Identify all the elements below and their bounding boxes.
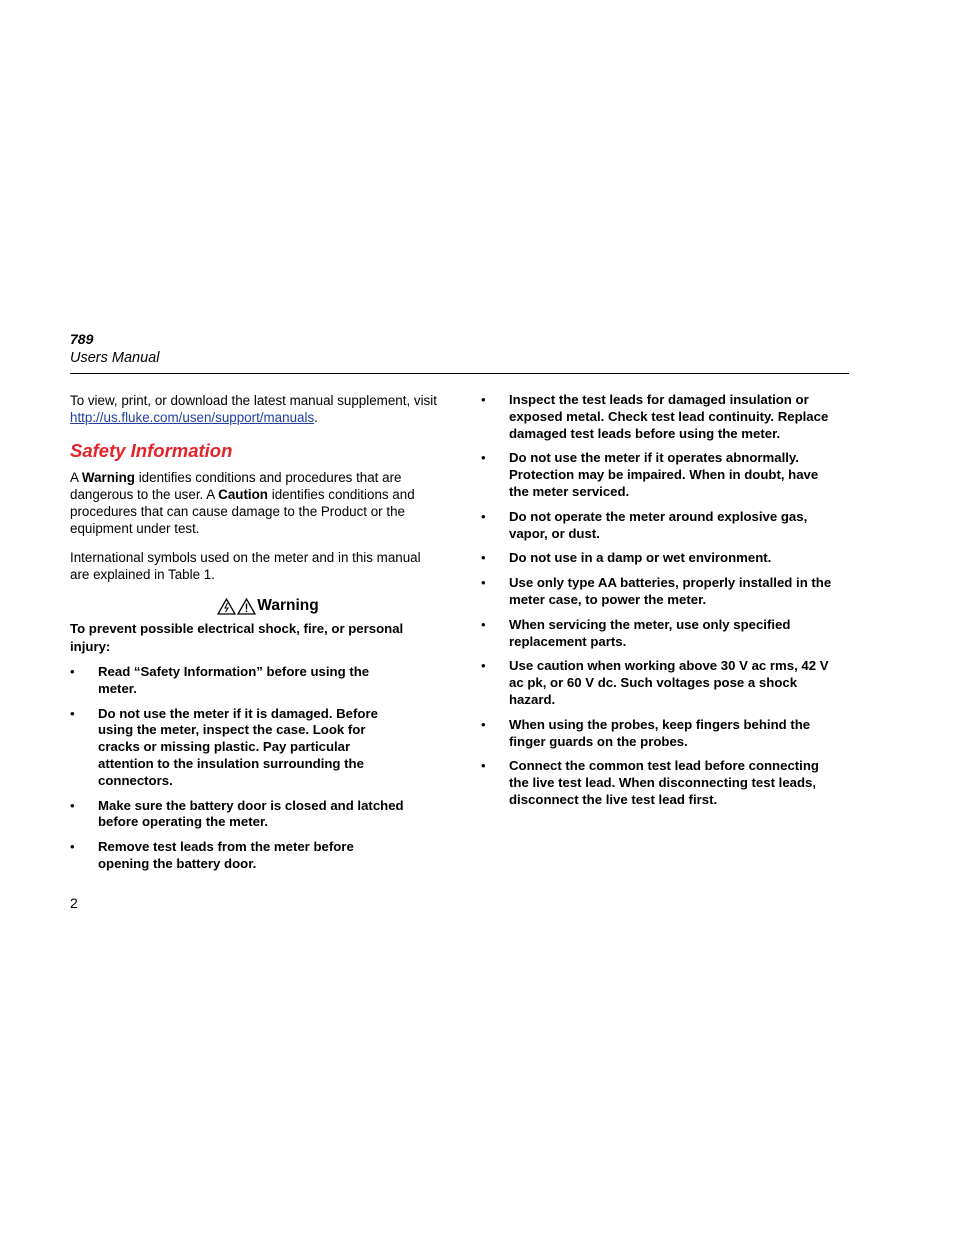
supplement-period: . (314, 410, 318, 425)
warning-heading-label: Warning (257, 597, 319, 614)
bullet-icon: • (481, 450, 486, 466)
warning-item-text: Do not use the meter if it is damaged. Before using the meter, inspect the case. Look for cracks or missing plastic. Pay particular attention to the insulation surrounding the connectors. (98, 705, 378, 788)
bullet-icon: • (481, 758, 486, 774)
bullet-icon: • (70, 705, 75, 721)
bullet-icon: • (70, 839, 75, 855)
warning-item-text: Read “Safety Information” before using the meter. (98, 664, 370, 696)
bullet-icon: • (481, 575, 486, 591)
warning-list-right (481, 392, 841, 809)
bullet-icon: • (70, 797, 75, 813)
right-column (481, 392, 841, 817)
warning-list-item (481, 450, 841, 500)
warning-list-item (481, 758, 841, 808)
warning-list-item (481, 617, 841, 651)
model-number: 789 (70, 331, 94, 347)
warning-list-item (481, 392, 841, 442)
support-manuals-link[interactable]: http://us.fluke.com/usen/support/manuals (70, 410, 315, 425)
warning-caution-definition (70, 469, 440, 537)
warning-list-item (481, 658, 841, 708)
definition-text-b: identifies conditions and procedures that are dangerous to the user. A (70, 470, 402, 502)
hazardous-voltage-icon (217, 598, 236, 615)
supplement-paragraph (70, 392, 440, 426)
warning-heading (70, 596, 440, 616)
warning-item-text: When servicing the meter, use only specified replacement parts. (509, 616, 791, 649)
bullet-icon: • (481, 658, 486, 674)
left-column (70, 392, 440, 881)
manual-title: Users Manual (70, 350, 160, 366)
warning-list-item (70, 839, 440, 873)
definition-text-a: A (70, 470, 82, 485)
page-number: 2 (70, 895, 78, 911)
symbols-paragraph: International symbols used on the meter and in this manual are explained in Table 1. (70, 550, 421, 582)
warning-term: Warning (81, 470, 135, 485)
caution-icon (237, 598, 256, 615)
supplement-text: To view, print, or download the latest manual supplement, visit (70, 393, 437, 408)
bullet-icon: • (481, 508, 486, 524)
warning-list-item (70, 798, 440, 832)
page-header (70, 331, 849, 374)
warning-intro: To prevent possible electrical shock, fire, or personal injury: (70, 621, 404, 654)
caution-term: Caution (218, 487, 268, 502)
warning-list-item (70, 706, 440, 790)
warning-item-text: Use only type AA batteries, properly installed in the meter case, to power the meter. (509, 575, 832, 607)
bullet-icon: • (481, 616, 486, 632)
warning-item-text: Inspect the test leads for damaged insulation or exposed metal. Check test lead continuity. Replace damaged test leads before using the meter. (509, 392, 829, 441)
section-title-safety: Safety Information (70, 440, 233, 461)
warning-item-text: When using the probes, keep fingers behind the finger guards on the probes. (509, 716, 811, 749)
warning-item-text: Do not use in a damp or wet environment. (509, 550, 772, 566)
bullet-icon: • (481, 392, 486, 407)
warning-item-text: Do not operate the meter around explosive gas, vapor, or dust. (509, 508, 808, 541)
warning-item-text: Connect the common test lead before connecting the live test lead. When disconnecting test leads, disconnect the live test lead first. (509, 758, 819, 807)
warning-list-item (481, 717, 841, 751)
definition-text-c: identifies conditions and procedures that can cause damage to the Product or the equipment under test. (70, 487, 415, 536)
bullet-icon: • (481, 716, 486, 732)
warning-list-left (70, 664, 440, 873)
warning-item-text: Do not use the meter if it operates abnormally. Protection may be impaired. When in doubt, have the meter serviced. (509, 450, 819, 499)
bullet-icon: • (481, 550, 486, 566)
warning-list-item (481, 575, 841, 609)
bullet-icon: • (70, 664, 75, 679)
warning-list-item (481, 550, 841, 567)
warning-item-text: Use caution when working above 30 V ac rms, 42 V ac pk, or 60 V dc. Such voltages pose a shock hazard. (509, 658, 829, 707)
warning-item-text: Remove test leads from the meter before opening the battery door. (98, 839, 354, 871)
warning-list-item (481, 509, 841, 543)
warning-item-text: Make sure the battery door is closed and latched before operating the meter. (98, 797, 404, 830)
warning-list-item (70, 664, 440, 698)
